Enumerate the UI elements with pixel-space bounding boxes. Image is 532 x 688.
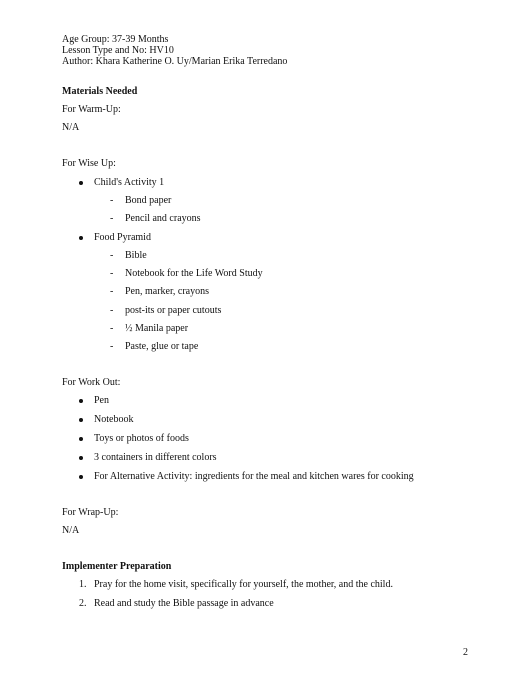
dash-icon: - (110, 268, 114, 279)
age-group: Age Group: 37-39 Months (62, 34, 169, 45)
dash-icon: - (110, 213, 114, 224)
dash-icon: - (110, 195, 114, 206)
dash-icon: - (110, 323, 114, 334)
dash-icon: - (110, 305, 114, 316)
bullet-icon (79, 418, 83, 422)
wise-up-subitem: post-its or paper cutouts (125, 305, 222, 316)
list-number: 1. (79, 579, 87, 590)
wise-up-subitem: Bible (125, 250, 147, 261)
wise-up-subitem: Notebook for the Life Word Study (125, 268, 263, 279)
work-out-label: For Work Out: (62, 377, 121, 388)
dash-icon: - (110, 250, 114, 261)
preparation-item: Read and study the Bible passage in advance (94, 598, 274, 609)
warm-up-label: For Warm-Up: (62, 104, 121, 115)
work-out-item: Toys or photos of foods (94, 433, 189, 444)
list-number: 2. (79, 598, 87, 609)
wise-up-subitem: Bond paper (125, 195, 172, 206)
warm-up-value: N/A (62, 122, 80, 133)
bullet-icon (79, 437, 83, 441)
preparation-heading: Implementer Preparation (62, 561, 172, 572)
wise-up-subitem: Pencil and crayons (125, 213, 201, 224)
dash-icon: - (110, 286, 114, 297)
wrap-up-label: For Wrap-Up: (62, 507, 119, 518)
wise-up-label: For Wise Up: (62, 158, 116, 169)
wise-up-subitem: ½ Manila paper (125, 323, 189, 334)
preparation-item: Pray for the home visit, specifically for yourself, the mother, and the child. (94, 579, 393, 590)
bullet-icon (79, 475, 83, 479)
lesson-type: Lesson Type and No: HV10 (62, 45, 174, 56)
wrap-up-value: N/A (62, 525, 80, 536)
wise-up-item: Child's Activity 1 (94, 177, 165, 188)
wise-up-subitem: Pen, marker, crayons (125, 286, 210, 297)
bullet-icon (79, 236, 83, 240)
bullet-icon (79, 399, 83, 403)
wise-up-item: Food Pyramid (94, 232, 151, 243)
work-out-item: 3 containers in different colors (94, 452, 217, 463)
materials-heading: Materials Needed (62, 86, 138, 97)
page-number: 2 (463, 647, 468, 658)
work-out-item: Notebook (94, 414, 134, 425)
work-out-item: Pen (94, 395, 109, 406)
wise-up-subitem: Paste, glue or tape (125, 341, 199, 352)
bullet-icon (79, 456, 83, 460)
work-out-item: For Alternative Activity: ingredients for the meal and kitchen wares for cooking (94, 471, 414, 482)
dash-icon: - (110, 341, 114, 352)
bullet-icon (79, 181, 83, 185)
author: Author: Khara Katherine O. Uy/Marian Erika Terredano (62, 56, 288, 67)
